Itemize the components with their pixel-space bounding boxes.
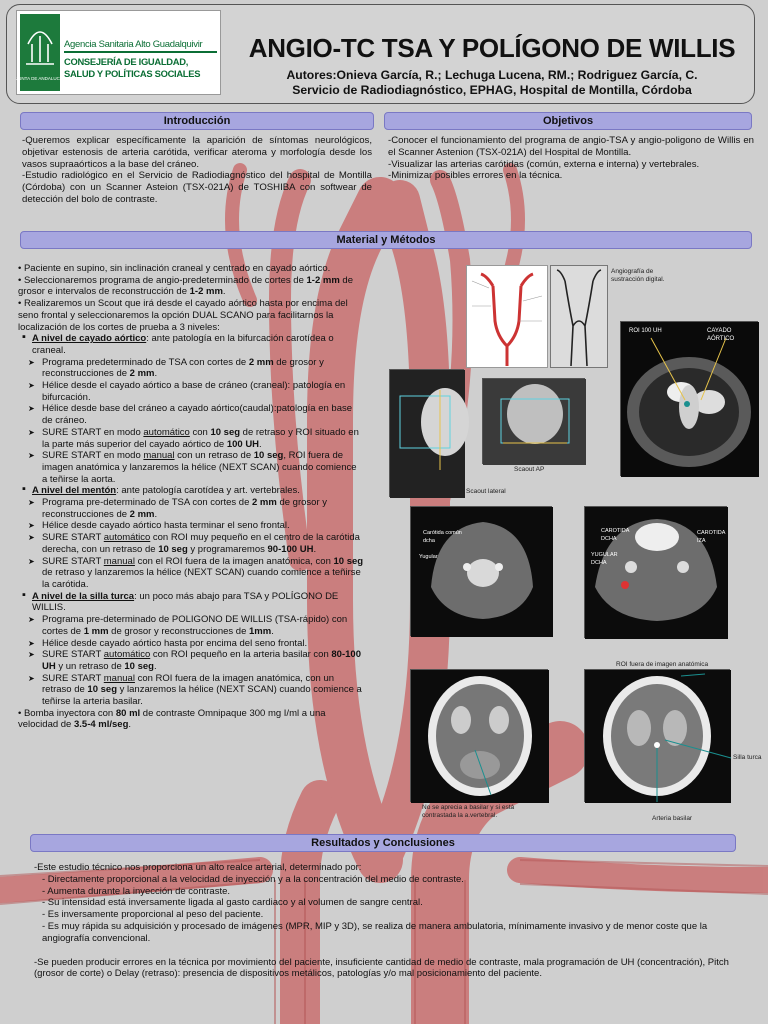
level-1-step-1: ➤ Programa predeterminado de TSA con cortes de 2 mm de grosor y reconstrucciones de 2 mm. — [18, 357, 364, 380]
results-heading: Resultados y Conclusiones — [30, 834, 736, 852]
ct-head-right-image — [584, 669, 730, 802]
results-point-5: - Es muy rápida su adquisición y procesado de imágenes (MPR, MIP y 3D), se realiza de manera ambulatoria, mínimamente invasivo y de menor coste que la angiografía convencional. — [42, 920, 708, 944]
authors-line: Autores:Onieva García, R.; Lechuga Lucena, RM.; Rodriguez García, C. — [286, 68, 698, 82]
common-carotid-label: Carótida común dcha — [423, 530, 462, 544]
method-item-3: • Realizaremos un Scout que irá desde el cayado aórtico hasta por encima del seno frontal y seleccionaremos la opción DUAL SCANO para facilitarnos la localización de los cortes de prueba a 3 niveles: — [18, 298, 348, 333]
institution-logo — [16, 10, 221, 95]
level-3-heading: ▪ A nivel de la silla turca: un poco más abajo para TSA y POLÍGONO DE WILLIS. — [18, 591, 364, 614]
roi-outside-caption: ROI fuera de imagen anatómica — [616, 661, 709, 668]
scout-lateral-caption: Scaout lateral — [466, 488, 506, 495]
level-2-heading: ▪ A nivel del mentón: ante patología carotídea y art. vertebrales. — [18, 485, 364, 497]
results-point-2: - Aumenta durante la inyección de contraste. — [42, 885, 231, 897]
methods-heading: Material y Métodos — [20, 231, 752, 249]
results-paragraph-2: -Se pueden producir errores en la técnica por movimiento del paciente, insuficiente cantidad de medio de contraste, mala programación de UH (concentración), Pitch (grosor de corte) o Delay (retraso): presencia de dispositivos metálicos, patologías y/o mal posicionamiento del paciente. — [34, 956, 729, 980]
right-carotid-label: CAROTIDA DCHA — [601, 528, 630, 542]
objectives-text — [388, 135, 754, 182]
objective-2: -Visualizar las arterias carótidas (común, externa e interna) y vertebrales. — [388, 158, 700, 170]
sella-turcica-caption: Silla turca — [733, 754, 762, 761]
results-point-1: - Directamente proporcional a la velocidad de inyección y a la concentración del medio de contraste. — [42, 873, 464, 885]
method-item-4: • Bomba inyectora con 80 ml de contraste Omnipaque 300 mg I/ml a una velocidad de 3.5-4 ml/seg. — [18, 707, 326, 731]
emblem-text: JUNTA DE ANDALUCIA — [15, 76, 65, 81]
intro-text — [22, 135, 372, 206]
intro-heading: Introducción — [20, 112, 374, 130]
level-2-step-1: ➤ Programa pre-determinado de TSA con cortes de 2 mm de grosor y reconstrucciones de 2 mm. — [18, 497, 364, 520]
right-jugular-label: YUGULAR DCHA — [591, 552, 618, 566]
basilar-not-seen-caption: No se aprecia a basilar y si está contrastada la a.vertebral. — [422, 804, 515, 819]
level-1-step-3: ➤ Hélice desde base del cráneo a cayado aórtico(caudal):patología en base de cráneo. — [18, 403, 364, 426]
level-3-step-4: ➤ SURE START manual con ROI fuera de la imagen anatómica, con un retraso de 10 seg y lanzaremos la hélice (NEXT SCAN) cuando comience a teñirse la arteria basilar. — [18, 673, 364, 708]
objectives-heading: Objetivos — [384, 112, 752, 130]
level-2-step-4: ➤ SURE START manual con el ROI fuera de la imagen anatómica, con 10 seg de retraso y lanzaremos la hélice (NEXT SCAN) cuando comience a teñirse la carótida. — [18, 556, 364, 591]
service-line: Servicio de Radiodiagnóstico, EPHAG, Hospital de Montilla, Córdoba — [292, 83, 692, 97]
aortic-arch-label: CAYADO AÓRTICO — [707, 328, 735, 342]
results-paragraph-1: -Este estudio técnico nos proporciona un alto realce arterial, determinado por: — [34, 862, 362, 873]
junta-andalucia-emblem — [15, 14, 65, 91]
scout-lateral-image — [389, 369, 464, 497]
roi-100-label: ROI 100 UH — [629, 328, 662, 334]
angiography-caption: Angiografía de sustracción digital. — [611, 268, 665, 283]
level-3-step-1: ➤ Programa pre-determinado de POLIGONO DE WILLIS (TSA-rápido) con cortes de 1 mm de grosor y reconstrucciones de 1mm. — [18, 614, 364, 637]
dsa-angiography-image — [550, 265, 608, 368]
ct-neck-left-image — [410, 506, 552, 636]
level-3-step-2: ➤ Hélice desde cayado aórtico hasta por encima del seno frontal. — [18, 638, 364, 650]
level-3-step-3: ➤ SURE START automático con ROI pequeño en la arteria basilar con 80-100 UH y un retraso de 10 seg. — [18, 649, 364, 672]
basilar-artery-caption: Arteria basilar — [652, 815, 693, 822]
level-1-step-4: ➤ SURE START en modo automático con 10 seg de retraso y ROI situado en la parte más superior del cayado aórtico de 100 UH. — [18, 427, 364, 450]
results-text — [34, 862, 754, 980]
objective-3: -Minimizar posibles errores en la técnica. — [388, 170, 563, 182]
level-1-step-5: ➤ SURE START en modo manual con un retraso de 10 seg, ROI fuera de imagen anatómica y lanzaremos la hélice (NEXT SCAN) cuando comience a teñirse la aorta. — [18, 450, 364, 485]
logo-divider — [64, 51, 217, 53]
level-2-step-2: ➤ Hélice desde cayado aórtico hasta terminar el seno frontal. — [18, 520, 364, 532]
scout-ap-caption: Scaout AP — [514, 466, 545, 473]
ct-head-left-image — [410, 669, 548, 802]
intro-paragraph-1: -Queremos explicar específicamente la aparición de síntomas neurológicos, objetivar estenosis de arteria carótida, verificar ateroma y morfología desde los vasos supraaórticos a la base del cráneo. — [22, 135, 372, 170]
ct-aortic-arch-image — [620, 321, 758, 476]
level-1-step-2: ➤ Hélice desde el cayado aórtico a base de cráneo (craneal): patología en bifurcación. — [18, 380, 364, 403]
jugular-label: Yugular — [419, 554, 438, 560]
poster-title: ANGIO-TC TSA Y POLÍGONO DE WILLIS — [248, 33, 736, 63]
methods-text — [18, 263, 364, 731]
level-1-heading: ▪ A nivel de cayado aórtico: ante patología en la bifurcación carotídea o craneal. — [18, 333, 364, 356]
level-2-step-3: ➤ SURE START automático con ROI muy pequeño en el centro de la carótida derecha, con un retraso de 10 seg y programaremos 90-100 UH. — [18, 532, 364, 555]
method-item-1: • Paciente en supino, sin inclinación craneal y centrado en cayado aórtico. — [18, 263, 331, 274]
ct-neck-right-image — [584, 506, 727, 638]
poster-header — [6, 4, 755, 104]
ministry-name: CONSEJERÍA DE IGUALDAD, SALUD Y POLÍTICAS SOCIALES — [64, 56, 201, 79]
objective-1: -Conocer el funcionamiento del programa de angio-TSA y angio-poligono de Willis en el Scanner Astenion (TSX-021A) del Hospital de Montilla. — [388, 135, 754, 158]
results-point-4: - Es inversamente proporcional al peso del paciente. — [42, 909, 264, 921]
agency-name: Agencia Sanitaria Alto Guadalquivir — [64, 39, 203, 50]
authors-block — [227, 68, 757, 98]
results-point-3: - Su intensidad está inversamente ligada al gasto cardiaco y al volumen de sangre central. — [42, 897, 423, 909]
left-carotid-label: CAROTIDA IZA — [697, 530, 726, 544]
method-item-2: • Seleccionaremos programa de angio-predeterminado de cortes de 1-2 mm de grosor e intervalos de reconstrucción de 1-2 mm. — [18, 274, 353, 298]
intro-paragraph-2: -Estudio radiológico en el Servicio de Radiodiagnóstico del hospital de Montilla (Córdoba) con un Scanner Asteion (TSX-021A) de TOSHIBA con softwear de detección del bolo de contraste. — [22, 170, 372, 205]
arteries-diagram-image — [466, 265, 548, 368]
scout-ap-image — [482, 378, 585, 464]
